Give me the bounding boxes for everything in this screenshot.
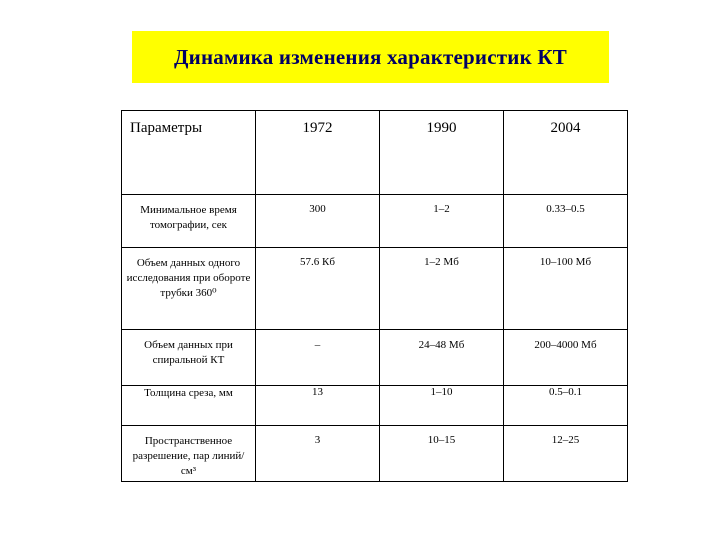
table-row	[122, 330, 628, 386]
cell-1972: –	[256, 330, 380, 386]
cell-1990: 24–48 Мб	[380, 330, 504, 386]
slide-title: Динамика изменения характеристик КТ	[174, 44, 567, 69]
cell-2004: 0.5–0.1	[504, 386, 628, 426]
title-banner	[132, 31, 609, 83]
cell-1972: 57.6 Кб	[256, 248, 380, 330]
cell-1972: 3	[256, 426, 380, 482]
table-row	[122, 426, 628, 482]
cell-1990: 1–10	[380, 386, 504, 426]
table-row	[122, 248, 628, 330]
table-row	[122, 386, 628, 426]
table-row	[122, 195, 628, 248]
cell-2004: 10–100 Мб	[504, 248, 628, 330]
characteristics-table	[121, 110, 628, 482]
cell-1972: 300	[256, 195, 380, 248]
cell-1990: 1–2	[380, 195, 504, 248]
cell-2004: 12–25	[504, 426, 628, 482]
table-header-row	[122, 111, 628, 195]
row-label: Объем данных одного исследования при обороте трубки 360⁰	[122, 248, 256, 330]
cell-2004: 200–4000 Мб	[504, 330, 628, 386]
header-parameters: Параметры	[122, 111, 256, 195]
row-label: Минимальное время томографии, сек	[122, 195, 256, 248]
row-label: Объем данных при спиральной КТ	[122, 330, 256, 386]
cell-2004: 0.33–0.5	[504, 195, 628, 248]
row-label: Толщина среза, мм	[122, 386, 256, 426]
header-year-1990: 1990	[380, 111, 504, 195]
header-year-1972: 1972	[256, 111, 380, 195]
row-label: Пространственное разрешение, пар линий/см³	[122, 426, 256, 482]
header-year-2004: 2004	[504, 111, 628, 195]
cell-1990: 10–15	[380, 426, 504, 482]
cell-1990: 1–2 Мб	[380, 248, 504, 330]
cell-1972: 13	[256, 386, 380, 426]
